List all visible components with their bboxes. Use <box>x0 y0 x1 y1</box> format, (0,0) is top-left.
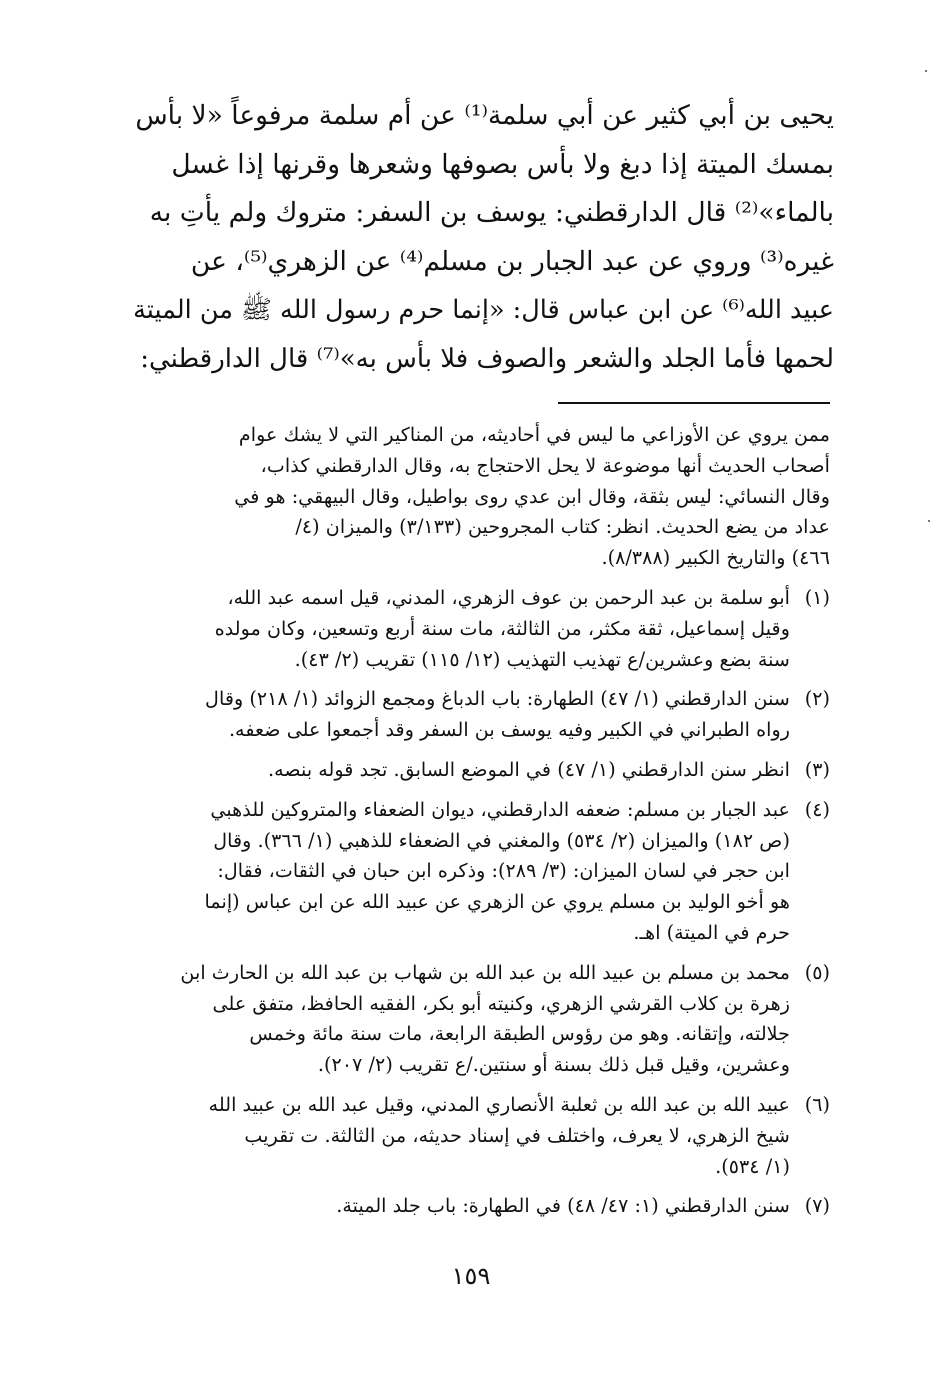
footnote-line: عبد الجبار بن مسلم: ضعفه الدارقطني، ديوان الضعفاء والمتروكين للذهبي <box>210 797 790 821</box>
main-text-line: غيره⁽³⁾ وروي عن عبد الجبار بن مسلم⁽⁴⁾ عن الزهري⁽⁵⁾، عن <box>190 245 834 277</box>
footnote-body <box>130 583 790 675</box>
footnote-line: وقال النسائي: ليس بثقة، وقال ابن عدي روى بواطيل، وقال البيهقي: هو في <box>234 484 830 508</box>
footnote-continuation <box>130 420 830 574</box>
footnote-line: سنن الدارقطني (١: ٤٧/ ٤٨) في الطهارة: باب جلد الميتة. <box>336 1194 790 1218</box>
footnote-line: ممن يروي عن الأوزاعي ما ليس في أحاديثه، من المناكير التي لا يشك عوام <box>238 423 830 446</box>
footnote-line: وقيل إسماعيل، ثقة مكثر، من الثالثة، مات سنة أربع وتسعين، وكان مولده <box>214 616 790 640</box>
footnote-line: (ص ١٨٢) والميزان (٢/ ٥٣٤) والمغني في الضعفاء للذهبي (١/ ٣٦٦). وقال <box>213 828 790 852</box>
scan-speck <box>928 520 930 522</box>
footnote-line: حرم في الميتة) اهـ. <box>633 920 790 944</box>
footnote-number: (٢) <box>804 687 830 711</box>
footnote-6 <box>130 1090 830 1182</box>
footnote-line: (١/ ٥٣٤). <box>715 1154 790 1178</box>
main-text-line: يحيى بن أبي كثير عن أبي سلمة⁽¹⁾ عن أم سلمة مرفوعاً «لا بأس <box>135 100 834 131</box>
footnote-line: وعشرين، وقيل قبل ذلك بسنة أو سنتين./ع تقريب (٢/ ٢٠٧). <box>317 1053 790 1077</box>
footnote-body <box>130 684 790 746</box>
footnote-number: (٧) <box>804 1194 830 1218</box>
footnote-4 <box>130 795 830 949</box>
main-text-line: عبيد الله⁽⁶⁾ عن ابن عباس قال: «إنما حرم رسول الله ﷺ من الميتة <box>133 295 834 326</box>
footnote-7 <box>130 1191 830 1222</box>
footnote-line: جلالته، وإتقانه. وهو من رؤوس الطبقة الرابعة، مات سنة مائة وخمس <box>249 1022 790 1046</box>
main-text-line: بمسك الميتة إذا دبغ ولا بأس بصوفها وشعرها وقرنها إذا غسل <box>171 148 834 180</box>
main-text <box>130 92 834 384</box>
footnote-number: (٦) <box>804 1092 830 1116</box>
footnote-line: عداد من يضع الحديث. انظر: كتاب المجروحين (٣/١٣٣) والميزان (٤/ <box>295 515 830 539</box>
footnote-3 <box>130 755 830 786</box>
footnote-line: زهرة بن كلاب القرشي الزهري، وكنيته أبو بكر، الفقيه الحافظ، متفق على <box>212 991 790 1015</box>
footnote-line: أصحاب الحديث أنها موضوعة لا يحل الاحتجاج به، وقال الدارقطني كذاب، <box>260 453 830 477</box>
footnote-body <box>130 795 790 949</box>
main-text-line: لحمها فأما الجلد والشعر والصوف فلا بأس به»⁽⁷⁾ قال الدارقطني: <box>140 343 834 374</box>
footnote-number: (١) <box>804 585 830 609</box>
footnote-number: (٣) <box>804 757 830 781</box>
scan-speck <box>925 70 927 72</box>
page-number: ١٥٩ <box>451 1262 491 1290</box>
footnotes <box>130 420 830 1222</box>
footnote-line: أبو سلمة بن عبد الرحمن بن عوف الزهري، المدني، قيل اسمه عبد الله، <box>227 585 790 609</box>
footnote-1 <box>130 583 830 675</box>
footnote-line: عبيد الله بن عبد الله بن ثعلبة الأنصاري المدني، وقيل عبد الله بن عبيد الله <box>208 1092 790 1116</box>
footnote-line: سنة بضع وعشرين/ع تهذيب التهذيب (١٢/ ١١٥) تقريب (٢/ ٤٣). <box>294 647 790 671</box>
footnote-line: ٤٦٦) والتاريخ الكبير (٨/٣٨٨). <box>601 546 830 570</box>
footnote-number: (٥) <box>804 960 830 984</box>
footnote-body <box>130 1090 790 1182</box>
footnote-number: (٤) <box>804 797 830 821</box>
footnote-line: انظر سنن الدارقطني (١/ ٤٧) في الموضع السابق. تجد قوله بنصه. <box>268 757 790 781</box>
footnote-2 <box>130 684 830 746</box>
footnote-line: رواه الطبراني في الكبير وفيه يوسف بن السفر وقد أجمعوا على ضعفه. <box>228 718 790 742</box>
footnote-separator <box>558 402 830 404</box>
footnote-line: سنن الدارقطني (١/ ٤٧) الطهارة: باب الدباغ ومجمع الزوائد (١/ ٢١٨) وقال <box>205 687 790 711</box>
footnote-line: هو أخو الوليد بن مسلم يروي عن الزهري عن عبيد الله عن ابن عباس (إنما <box>204 890 790 914</box>
footnote-body <box>130 1191 790 1222</box>
footnote-line: محمد بن مسلم بن عبيد الله بن عبد الله بن شهاب بن عبد الله بن الحارث ابن <box>180 960 790 984</box>
footnote-line: ابن حجر في لسان الميزان: (٣/ ٢٨٩): وذكره ابن حبان في الثقات، فقال: <box>217 859 790 883</box>
main-text-line: بالماء»⁽²⁾ قال الدارقطني: يوسف بن السفر: متروك ولم يأتِ به <box>149 197 834 229</box>
footnote-body <box>130 755 790 786</box>
footnote-5 <box>130 958 830 1081</box>
footnote-line: شيخ الزهري، لا يعرف، واختلف في إسناد حديثه، من الثالثة. ت تقريب <box>244 1123 790 1147</box>
footnote-body <box>130 958 790 1081</box>
